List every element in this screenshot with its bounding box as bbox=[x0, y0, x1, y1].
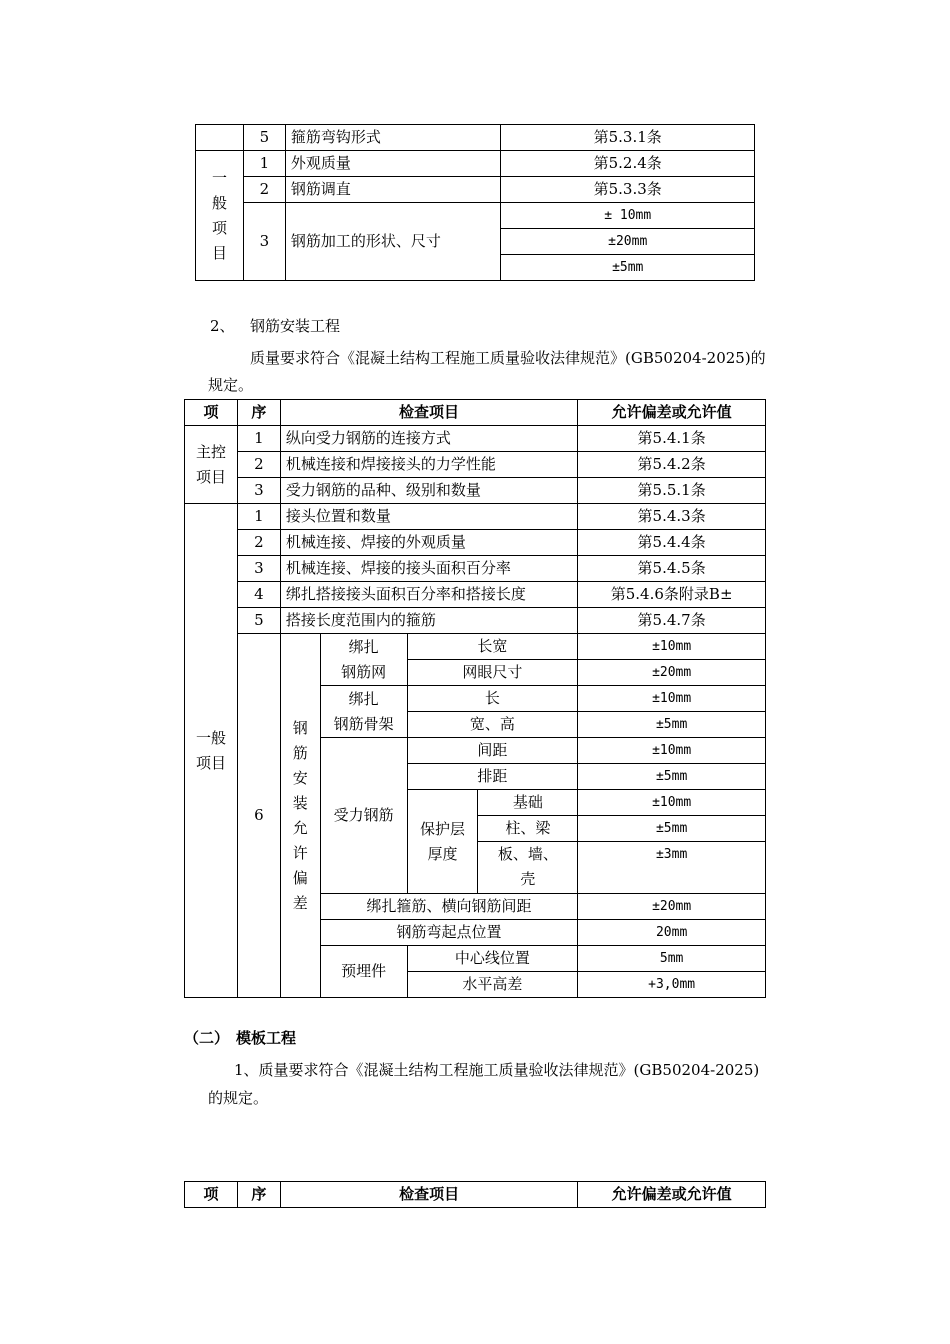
item-cell: 宽、高 bbox=[407, 712, 578, 738]
paragraph-line: 质量要求符合《混凝土结构工程施工质量验收法律规范》(GB50204-2025)的 bbox=[250, 349, 766, 367]
table-row bbox=[196, 203, 755, 229]
group-general-label: 一般 项目 bbox=[185, 504, 238, 998]
value-cell: 第5.5.1条 bbox=[578, 478, 766, 504]
value-cell: ±5mm bbox=[578, 712, 766, 738]
item-cell: 机械连接、焊接的接头面积百分率 bbox=[280, 556, 577, 582]
stressed-label: 受力钢筋 bbox=[320, 738, 407, 894]
table-row bbox=[185, 634, 766, 660]
value-cell: ±10mm bbox=[578, 686, 766, 712]
section-heading-number: 2、 bbox=[210, 317, 235, 335]
item-cell: 机械连接、焊接的外观质量 bbox=[280, 530, 577, 556]
value-cell: ±20mm bbox=[578, 660, 766, 686]
seq-cell: 6 bbox=[237, 634, 280, 998]
value-cell: 20mm bbox=[578, 920, 766, 946]
group-general-label: 一 般 项 目 bbox=[196, 151, 244, 281]
seq-cell: 1 bbox=[237, 504, 280, 530]
seq-cell: 3 bbox=[243, 203, 285, 281]
embedded-label: 预埋件 bbox=[320, 946, 407, 998]
skeleton-label: 绑扎 钢筋骨架 bbox=[320, 686, 407, 738]
item-cell: 水平高差 bbox=[407, 972, 578, 998]
table-row bbox=[185, 504, 766, 530]
table-row bbox=[185, 582, 766, 608]
table-header-row bbox=[185, 1182, 766, 1208]
table-row bbox=[185, 556, 766, 582]
seq-cell: 1 bbox=[243, 151, 285, 177]
value-cell: 第5.4.7条 bbox=[578, 608, 766, 634]
section-heading: 模板工程 bbox=[236, 1029, 297, 1047]
seq-cell: 3 bbox=[237, 478, 280, 504]
header-cell: 检查项目 bbox=[280, 400, 577, 426]
item-cell: 基础 bbox=[478, 790, 578, 816]
value-cell: 第5.4.6条附录B± bbox=[578, 582, 766, 608]
value-cell: ±5mm bbox=[501, 255, 755, 281]
item-cell: 柱、梁 bbox=[478, 816, 578, 842]
value-cell: ±10mm bbox=[578, 738, 766, 764]
header-cell: 项 bbox=[185, 1182, 238, 1208]
mesh-label: 绑扎 钢筋网 bbox=[320, 634, 407, 686]
seq-cell: 5 bbox=[237, 608, 280, 634]
item-cell: 长宽 bbox=[407, 634, 578, 660]
item-cell: 钢筋加工的形状、尺寸 bbox=[285, 203, 501, 281]
header-cell: 序 bbox=[237, 1182, 280, 1208]
vertical-label: 钢 筋 安 装 允 许 偏 差 bbox=[280, 634, 320, 998]
seq-cell: 2 bbox=[243, 177, 285, 203]
item-cell: 外观质量 bbox=[285, 151, 501, 177]
value-cell: 第5.3.1条 bbox=[501, 125, 755, 151]
item-cell: 搭接长度范围内的箍筋 bbox=[280, 608, 577, 634]
value-cell: 第5.4.3条 bbox=[578, 504, 766, 530]
value-cell: 第5.2.4条 bbox=[501, 151, 755, 177]
seq-cell: 5 bbox=[243, 125, 285, 151]
value-cell: 第5.4.2条 bbox=[578, 452, 766, 478]
seq-cell: 4 bbox=[237, 582, 280, 608]
item-cell: 板、墙、 壳 bbox=[478, 842, 578, 894]
header-cell: 检查项目 bbox=[280, 1182, 577, 1208]
item-cell: 机械连接和焊接接头的力学性能 bbox=[280, 452, 577, 478]
item-cell: 间距 bbox=[407, 738, 578, 764]
table-row bbox=[185, 530, 766, 556]
item-cell: 绑扎搭接接头面积百分率和搭接长度 bbox=[280, 582, 577, 608]
paragraph-line: 规定。 bbox=[208, 376, 254, 394]
table-row bbox=[185, 452, 766, 478]
item-cell: 接头位置和数量 bbox=[280, 504, 577, 530]
item-cell: 箍筋弯钩形式 bbox=[285, 125, 501, 151]
item-cell: 钢筋弯起点位置 bbox=[320, 920, 578, 946]
seq-cell: 2 bbox=[237, 452, 280, 478]
value-cell: ±20mm bbox=[578, 894, 766, 920]
header-cell: 允许偏差或允许值 bbox=[578, 400, 766, 426]
seq-cell: 3 bbox=[237, 556, 280, 582]
paragraph-line: 的规定。 bbox=[208, 1089, 269, 1107]
value-cell: ±5mm bbox=[578, 764, 766, 790]
value-cell: ±5mm bbox=[578, 816, 766, 842]
item-cell: 绑扎箍筋、横向钢筋间距 bbox=[320, 894, 578, 920]
table-row bbox=[185, 426, 766, 452]
value-cell: 第5.4.1条 bbox=[578, 426, 766, 452]
table-row bbox=[196, 151, 755, 177]
table-row bbox=[196, 177, 755, 203]
cover-label: 保护层 厚度 bbox=[407, 790, 478, 894]
value-cell: ±3mm bbox=[578, 842, 766, 894]
table-rebar-installation bbox=[184, 399, 766, 998]
section-heading-number: （二） bbox=[184, 1029, 230, 1047]
value-cell: ±10mm bbox=[578, 790, 766, 816]
value-cell: 第5.3.3条 bbox=[501, 177, 755, 203]
group-main-label: 主控 项目 bbox=[185, 426, 238, 504]
value-cell: +3,0mm bbox=[578, 972, 766, 998]
value-cell: ±20mm bbox=[501, 229, 755, 255]
table-row bbox=[185, 608, 766, 634]
section-heading: 钢筋安装工程 bbox=[250, 317, 341, 335]
value-cell: 5mm bbox=[578, 946, 766, 972]
table-row bbox=[185, 478, 766, 504]
value-cell: 第5.4.4条 bbox=[578, 530, 766, 556]
table-formwork bbox=[184, 1181, 766, 1208]
value-cell: ±10mm bbox=[578, 634, 766, 660]
seq-cell: 2 bbox=[237, 530, 280, 556]
item-cell: 纵向受力钢筋的连接方式 bbox=[280, 426, 577, 452]
header-cell: 允许偏差或允许值 bbox=[578, 1182, 766, 1208]
table-rebar-processing bbox=[195, 124, 755, 281]
value-cell: ± 10mm bbox=[501, 203, 755, 229]
table-row bbox=[196, 125, 755, 151]
item-cell: 钢筋调直 bbox=[285, 177, 501, 203]
item-cell: 中心线位置 bbox=[407, 946, 578, 972]
header-cell: 序 bbox=[237, 400, 280, 426]
item-cell: 长 bbox=[407, 686, 578, 712]
item-cell: 排距 bbox=[407, 764, 578, 790]
item-cell: 网眼尺寸 bbox=[407, 660, 578, 686]
item-cell: 受力钢筋的品种、级别和数量 bbox=[280, 478, 577, 504]
header-cell: 项 bbox=[185, 400, 238, 426]
seq-cell: 1 bbox=[237, 426, 280, 452]
value-cell: 第5.4.5条 bbox=[578, 556, 766, 582]
table-header-row bbox=[185, 400, 766, 426]
paragraph-line: 1、质量要求符合《混凝土结构工程施工质量验收法律规范》(GB50204-2025) bbox=[234, 1061, 760, 1079]
